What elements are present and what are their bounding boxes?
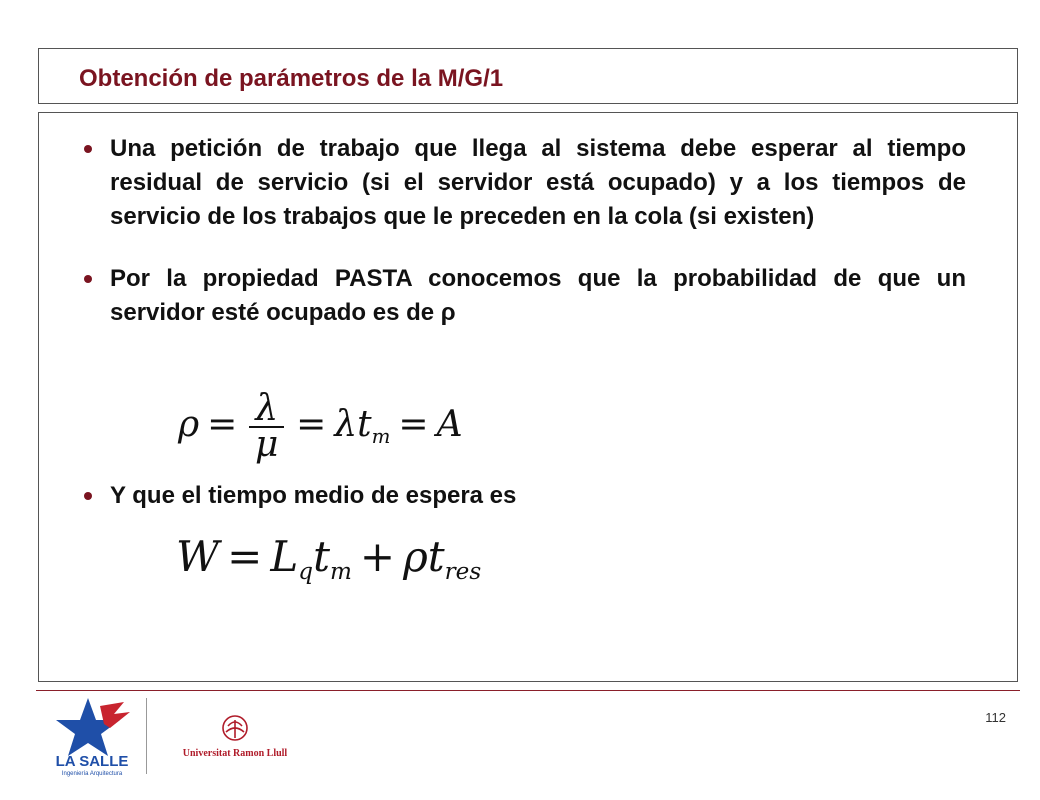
bullet-dot-icon xyxy=(84,275,92,283)
lasalle-logo-subtext: Ingeniería Arquitectura xyxy=(61,771,123,777)
eq1-fraction xyxy=(249,388,284,465)
eq1-numerator: λ xyxy=(249,392,284,428)
eq2-plus: + xyxy=(359,532,396,581)
eq2-W: W xyxy=(176,532,220,581)
logo-separator xyxy=(146,698,147,774)
eq1-sub-m: m xyxy=(371,424,391,448)
bullet-text: Una petición de trabajo que llega al sistema debe esperar al tiempo residual de servicio (si el servidor está ocupado) y a los tiempos de servicio de los trabajos que le preceden en la cola (si existen) xyxy=(110,135,966,230)
eq1-lambda-t: λt xyxy=(334,404,372,445)
bullet-text: Por la propiedad PASTA conocemos que la probabilidad de que un servidor esté ocupado es de ρ xyxy=(110,265,966,326)
url-logo-text: Universitat Ramon Llull xyxy=(182,748,288,759)
eq2-sub-q: q xyxy=(298,559,314,586)
eq1-denominator: μ xyxy=(255,424,279,465)
eq2-t: t xyxy=(313,532,330,581)
bullet-item xyxy=(74,479,516,513)
eq2-sub-m: m xyxy=(329,559,352,586)
url-logo xyxy=(162,712,308,762)
eq2-sub-res: res xyxy=(444,559,482,586)
lasalle-logo xyxy=(44,694,140,778)
lasalle-logo-text: LA SALLE xyxy=(55,753,129,770)
eq1-equals-3: = xyxy=(398,404,429,445)
title-frame xyxy=(38,48,1018,104)
bullet-dot-icon xyxy=(84,145,92,153)
eq1-rho: ρ xyxy=(178,404,200,445)
eq2-rho-t: ρt xyxy=(403,532,445,581)
bullet-dot-icon xyxy=(84,492,92,500)
eq2-L: L xyxy=(270,532,299,581)
bullet-text: Y que el tiempo medio de espera es xyxy=(110,482,517,509)
eq1-equals: = xyxy=(207,404,238,445)
page-number: 112 xyxy=(985,710,1006,725)
eq1-equals-2: = xyxy=(296,404,327,445)
footer-divider xyxy=(36,690,1020,691)
eq2-equals: = xyxy=(227,532,263,581)
equation-wait-time xyxy=(176,532,481,585)
bullet-item xyxy=(74,132,966,234)
bullet-item xyxy=(74,262,966,330)
equation-utilization xyxy=(178,388,463,465)
eq1-A: A xyxy=(436,404,463,445)
star-swoosh-icon xyxy=(100,702,130,728)
slide-title: Obtención de parámetros de la M/G/1 xyxy=(79,65,504,92)
